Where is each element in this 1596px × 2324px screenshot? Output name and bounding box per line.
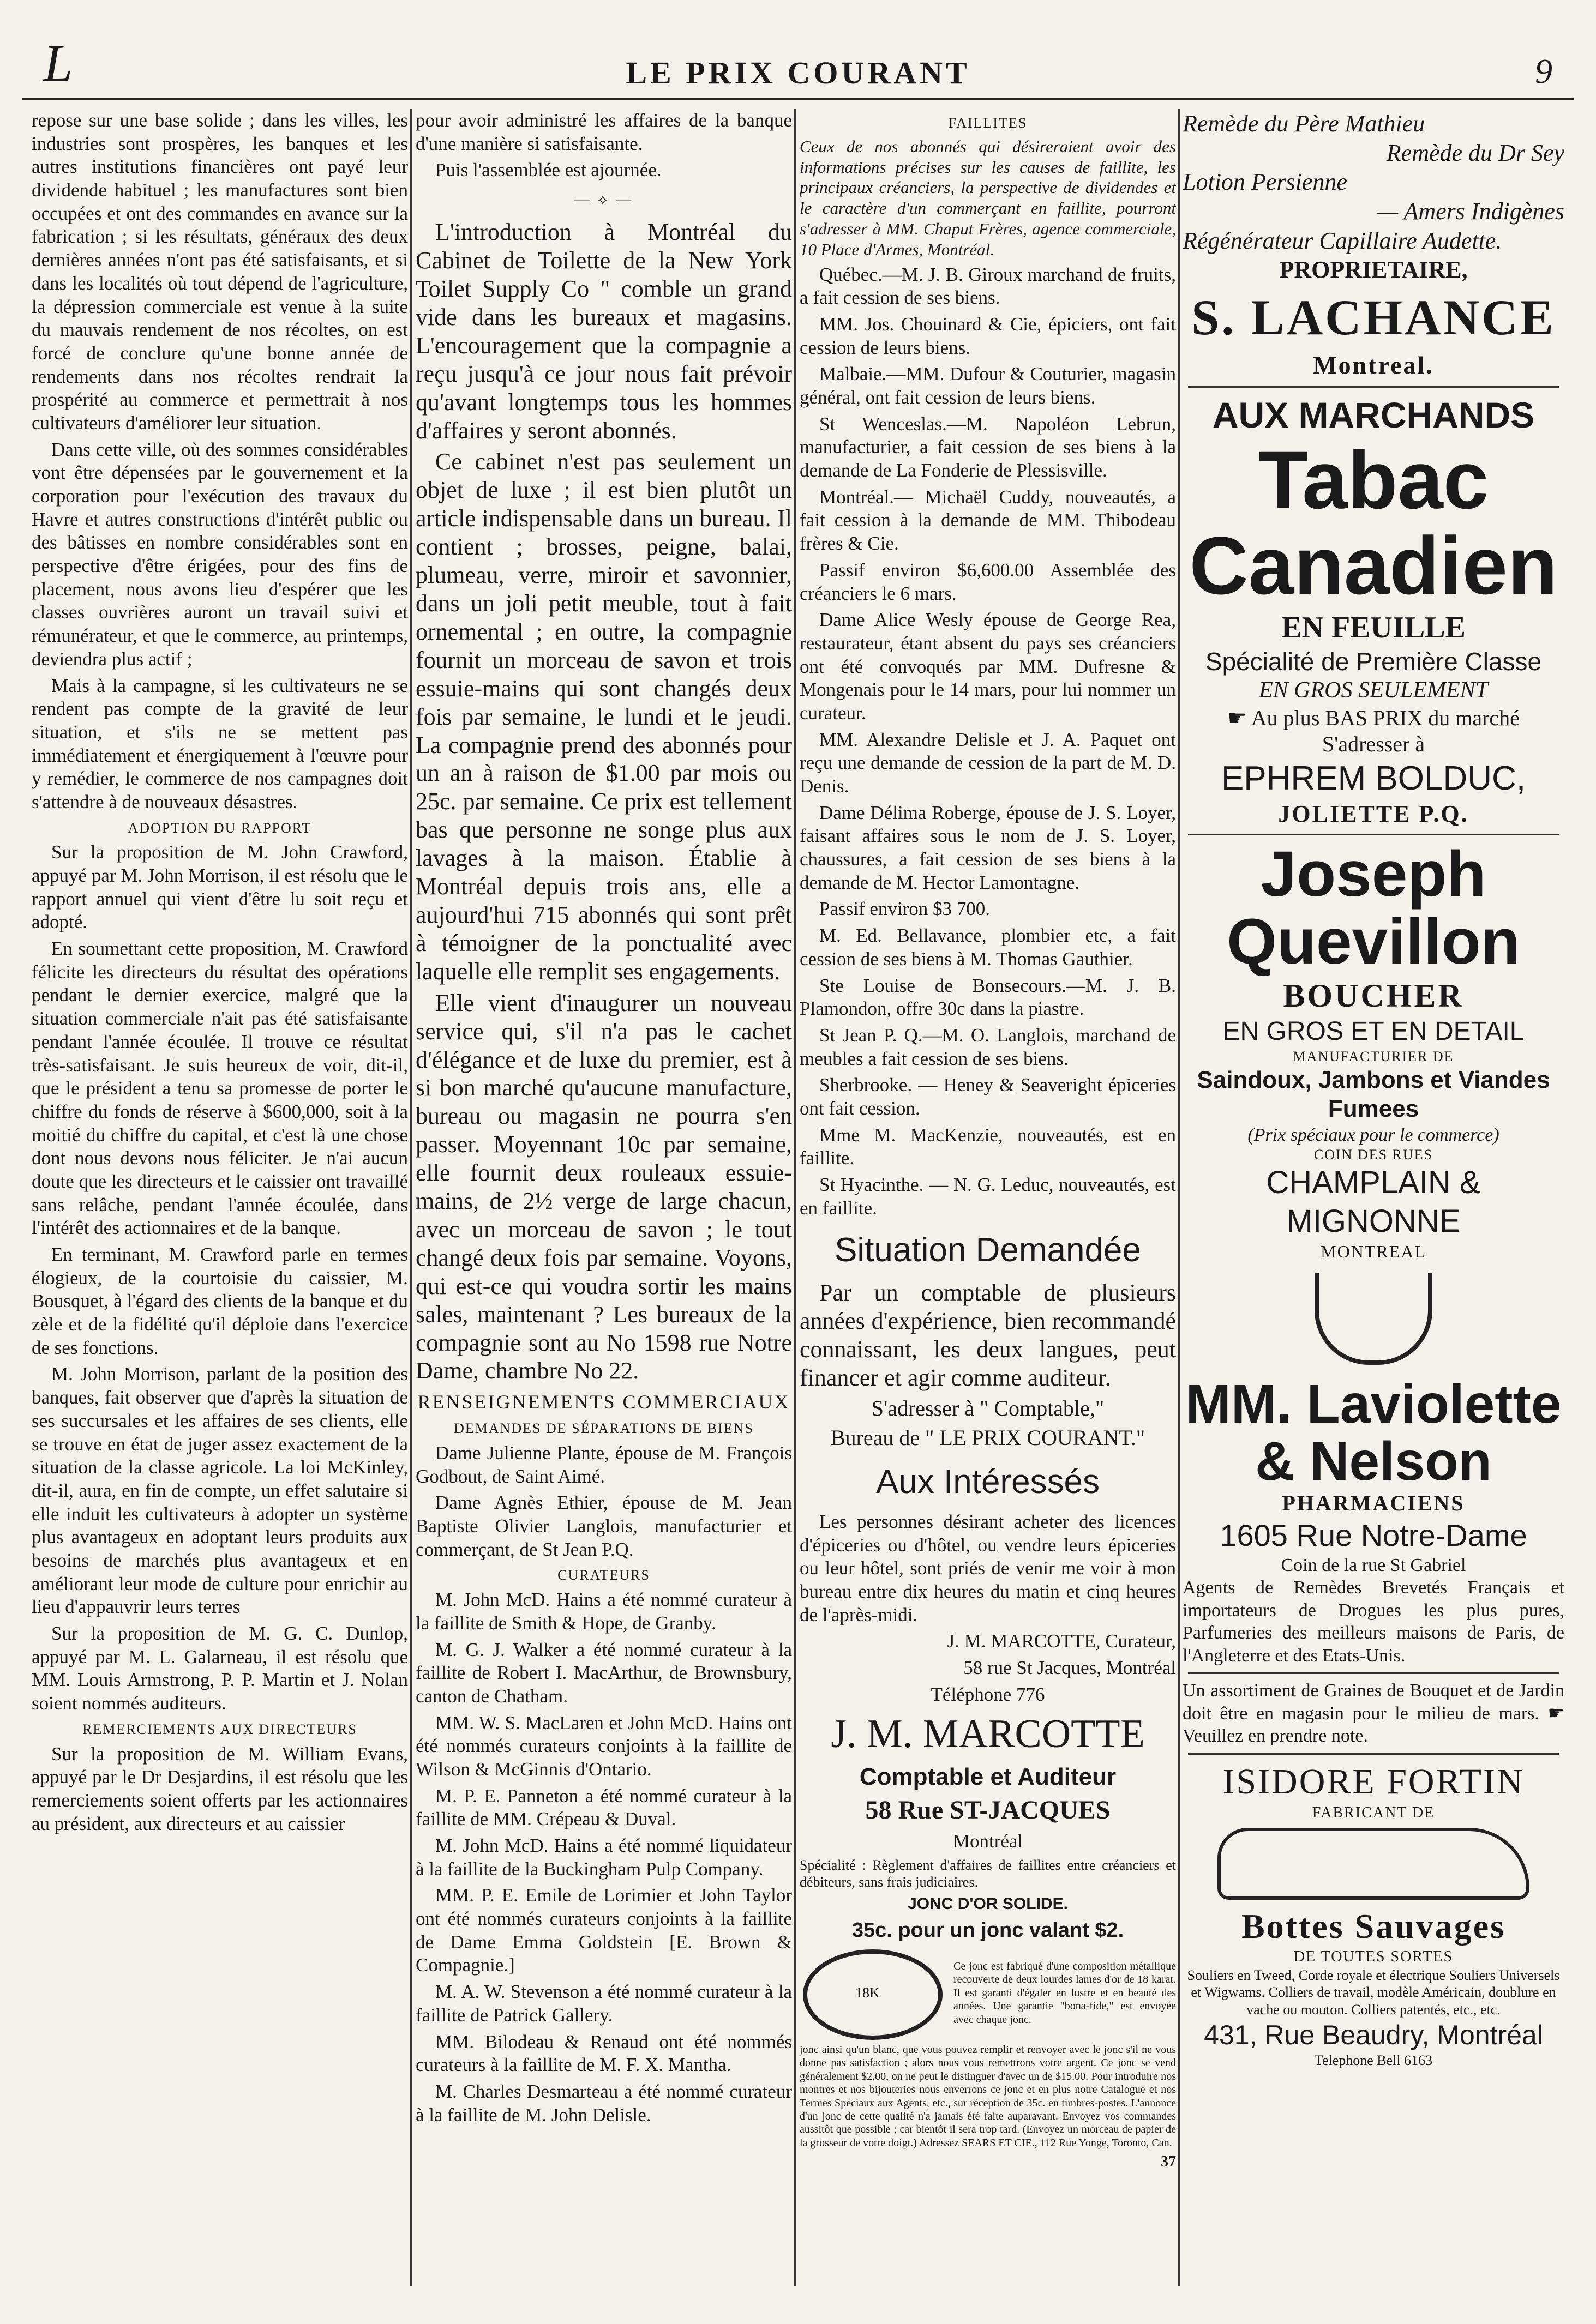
paragraph: M. John McD. Hains a été nommé curateur à la faillite de Smith & Hope, de Granby. [416,1589,792,1634]
tabac-canadien: Tabac Canadien [1189,434,1558,612]
aux-marchands: AUX MARCHANDS [1212,395,1535,436]
page-number: 9 [1535,52,1552,91]
specialite: Spécialité de Première Classe [1205,647,1542,676]
paragraph: M. P. E. Panneton a été nommé curateur à la faillite de MM. Crépeau & Duval. [416,1785,792,1830]
marcotte-specialty: Spécialité : Règlement d'affaires de faillites entre créanciers et débiteurs, sans frais judiciaires. [800,1857,1176,1890]
paragraph: St Hyacinthe. — N. G. Leduc, nouveautés, est en faillite. [800,1174,1176,1219]
column-rule [1178,109,1180,2286]
marcotte-name: J. M. MARCOTTE [831,1712,1145,1757]
column-3 [800,109,1176,2286]
telephone: Téléphone 776 [931,1683,1045,1705]
champlain-mignonne: CHAMPLAIN & MIGNONNE [1266,1165,1481,1239]
remedy-line: Régénérateur Capillaire Audette. [1183,227,1502,254]
situation-text: Par un comptable de plusieurs années d'expérience, bien recommandé connaissant, les deux langues, peut financer et agir comme auditeur. [800,1279,1176,1391]
section-heading: FAILLITES [948,115,1028,131]
article-paragraph: Ce cabinet n'est pas seulement un objet de luxe ; il est bien plutôt un article indispensable dans un bureau. Il contient ; brosses, peigne, balai, plumeau, verre, miroir et savonnier, dans un joli petit meuble, tout à fait ornemental ; en outre, la compagnie fournit un morceau de savon et trois essuie-mains qui sont changés deux fois par semaine, le lundi et le jeudi. La compagnie prend des abonnés pour un an à raison de $1.00 par mois ou 25c. par semaine. Ce prix est tellement bas que personne ne songe plus aux lavages à la maison. Établie à Montréal depuis trois ans, elle a aujourd'hui 715 abonnés qui sont prêt à témoigner de la ponctualité avec laquelle elle remplit ses engagements. [416,448,792,985]
prix-speciaux: (Prix spéciaux pour le commerce) [1247,1125,1499,1146]
paragraph: Montréal.— Michaël Cuddy, nouveautés, a fait cession à la demande de MM. Thibodeau frères & Cie. [800,486,1176,555]
situation-address: Bureau de " LE PRIX COURANT." [830,1425,1145,1450]
paragraph: Dame Agnès Ethier, épouse de M. Jean Baptiste Olivier Langlois, manufacturier et commerçant, de St Jean P.Q. [416,1492,792,1560]
paragraph: Sur la proposition de M. John Crawford, appuyé par M. John Morrison, il est résolu que le rapport annuel qui vient d'être lu soit reçu et adopté. [32,841,408,933]
separator: — ⟡ — [574,191,634,209]
paragraph: MM. P. E. Emile de Lorimier et John Taylor ont été nommés curateurs conjoints à la faillite de Dame Emma Goldstein [E. Brown & Compagnie.] [416,1885,792,1976]
jonc-text-2: jonc ainsi qu'un blanc, que vous pouvez remplir et renvoyer avec le jonc s'il ne vous donne pas satisfaction ; alors nous vous remettrons votre argent. Ce jonc se vend généralement $2.00, on ne peut le distinguer d'avec un de $15.00. Pour introduire nos montres et nos bijouteries nous enverrons ce jonc et en plus notre Catalogue et nos Termes Spéciaux aux Agents, etc., sur réception de 35c. en timbres-postes. L'annonce d'un jonc de cette qualité n'a jamais été faite auparavant. Envoyez vos commandes aussitôt que possible ; car bientôt il sera trop tard. (Envoyez un morceau de papier de la grosseur de votre doigt.) Adressez SEARS ET CIE., 112 Rue Yonge, Toronto, Can. [800,2043,1176,2149]
signature: 58 rue St Jacques, Montréal [963,1657,1176,1678]
pharmacy-corner: Coin de la rue St Gabriel [1281,1555,1466,1575]
paragraph: M. John Morrison, parlant de la position des banques, fait observer que d'après la situation de ses succursales et les affaires de ses clients, elle se trouve en état de juger assez exactement de la situation de la classe agricole. La loi McKinley, dit-il, aura, en fin de compte, un effet salutaire si elle induit les cultivateurs à adopter un système plus avantageux en adoptant leurs produits aux besoins de marchés plus avantageux et en améliorant leur mode de culture pour enrichir au lieu d'appauvrir leurs terres [32,1363,408,1618]
beaudry-address: 431, Rue Beaudry, Montréal [1204,2019,1543,2050]
paragraph: M. Charles Desmarteau a été nommé curateur à la faillite de M. John Delisle. [416,2080,792,2126]
bell-telephone: Telephone Bell 6163 [1314,2052,1433,2068]
column-1 [32,109,408,2286]
souliers: Souliers en Tweed, Corde royale et électrique Souliers Universels et Wigwams. Colliers de travail, modèle Américain, doublure en vache ou mouton. Colliers patentés, etc., etc. [1187,1967,1560,2018]
divider [1188,386,1559,388]
paragraph: St Jean P. Q.—M. O. Langlois, marchand de meubles a fait cession de ses biens. [800,1024,1176,1069]
paragraph: Passif environ $6,600.00 Assemblée des créanciers le 6 mars. [800,559,1176,604]
paragraph: Québec.—M. J. B. Giroux marchand de fruits, a fait cession de ses biens. [800,263,1176,309]
lachance-name: S. LACHANCE [1191,290,1556,346]
paragraph: MM. Bilodeau & Renaud ont été nommés curateurs à la faillite de M. F. X. Mantha. [416,2031,792,2076]
jonc-subtitle: 35c. pour un jonc valant $2. [851,1918,1124,1942]
paragraph: Dame Délima Roberge, épouse de J. S. Loyer, faisant affaires sous le nom de J. S. Loyer, chaussures, a fait cession de ses biens à la demande de M. Hector Lamontagne. [800,802,1176,893]
faillites-intro: Ceux de nos abonnés qui désireraient avoir des informations précises sur les causes de faillite, les principaux créanciers, la perspective de dividendes et le caractère d'un commerçant en faillite, pourront s'adresser à MM. Chaput Frères, agence commerciale, 10 Place d'Armes, Montréal. [800,136,1176,259]
laviolette-nelson: MM. Laviolette & Nelson [1185,1373,1562,1492]
paragraph: Sur la proposition de M. William Evans, appuyé par le Dr Desjardins, il est résolu que les remerciements soient offerts par les actionnaires au président, aux directeurs et au caissier [32,1743,408,1834]
coin-des-rues: COIN DES RUES [1313,1147,1433,1163]
paragraph: M. A. W. Stevenson a été nommé curateur à la faillite de Patrick Gallery. [416,1981,792,2026]
signature: J. M. MARCOTTE, Curateur, [947,1630,1176,1652]
paragraph: MM. Jos. Chouinard & Cie, épiciers, ont fait cession de leurs biens. [800,313,1176,358]
column-4-ads [1183,109,1564,2286]
interesses-title: Aux Intéressés [875,1463,1100,1501]
ring-mark: 18K [855,1984,880,2001]
paragraph: M. John McD. Hains a été nommé liquidateur à la faillite de la Buckingham Pulp Company. [416,1835,792,1880]
moccasin-icon [1217,1828,1529,1900]
pharmaciens: PHARMACIENS [1282,1490,1465,1515]
paragraph: Les personnes désirant acheter des licences d'épiceries ou d'hôtel, ou vendre leurs épiceries ou leur hôtel, sont priés de venir me voir à mon bureau entre dix heures du matin et cinq heures de l'après-midi. [800,1510,1176,1625]
column-rule [410,109,412,2286]
handwritten-mark: L [44,34,73,92]
fabricant-de: FABRICANT DE [1312,1804,1435,1822]
quevillon-city: MONTREAL [1321,1241,1426,1261]
article-paragraph: L'introduction à Montréal du Cabinet de Toilette de la New York Toilet Supply Co " comble un grand vide dans les bureaux et magasins. L'encouragement que la compagnie a reçu jusqu'à ce jour nous fait prévoir qu'avant longtemps tous les hommes d'affaires y seront abonnés. [416,219,792,444]
page-code: 37 [1161,2153,1176,2171]
paragraph: MM. Alexandre Delisle et J. A. Paquet ont reçu une demande de cession de la part de M. D. Denis. [800,728,1176,797]
bottes-sauvages: Bottes Sauvages [1241,1907,1506,1946]
paragraph: Dame Alice Wesly épouse de George Rea, restaurateur, étant absent du pays ses créanciers ont été convoqués par MM. Dufresne & Mongenais pour le 14 mars, pour lui nommer un curateur. [800,609,1176,724]
paragraph: MM. W. S. MacLaren et John McD. Hains ont été nommés curateurs conjoints à la faillite de Wilson & McGinnis d'Ontario. [416,1712,792,1780]
sadresser: S'adresser à [1322,732,1425,757]
paragraph: Malbaie.—MM. Dufour & Couturier, magasin général, ont fait cession de leurs biens. [800,363,1176,408]
jonc-title: JONC D'OR SOLIDE. [908,1894,1068,1913]
en-gros: EN GROS SEULEMENT [1259,678,1488,703]
divider [1188,1672,1559,1674]
situation-title: Situation Demandée [835,1231,1141,1269]
marcotte-address: 58 Rue ST-JACQUES [865,1796,1111,1825]
paragraph: M. Ed. Bellavance, plombier etc, a fait cession de ses biens à M. Thomas Gauthier. [800,925,1176,970]
paragraph: Mme M. MacKenzie, nouveautés, est en faillite. [800,1124,1176,1169]
paragraph: Ste Louise de Bonsecours.—M. J. B. Plamondon, offre 30c dans la piastre. [800,974,1176,1020]
paragraph: pour avoir administré les affaires de la banque d'une manière si satisfaisante. [416,110,792,154]
remedy-line: — Amers Indigènes [1377,198,1564,225]
paragraph: Puis l'assemblée est ajournée. [435,159,662,181]
column-2 [416,109,792,2286]
remedy-line: Lotion Persienne [1183,168,1347,196]
remedy-line: Remède du Père Mathieu [1183,110,1425,137]
paragraph: M. G. J. Walker a été nommé curateur à la faillite de Robert I. MacArthur, de Brownsbury, canton de Chatham. [416,1639,792,1707]
paragraph: En soumettant cette proposition, M. Crawford félicite les directeurs du résultat des opérations pendant le dernier exercice, malgré que la situation commerciale n'ait pas été satisfaisante pendant l'année écoulée. Il trouve ce résultat très-satisfaisant. Je suis heureux de voir, dit-il, que le président a tenu sa promesse de porter le chiffre du fonds de réserve à $600,000, soit à la moitié du chiffre du capital, et c'est là une chose dont nous devons nous féliciter. Je n'ai aucun doute que les directeurs et le caissier ont travaillé sans relâche, pendant l'année écoulée, dans l'intérêt des actionnaires et de la banque. [32,938,408,1239]
isidore-fortin: ISIDORE FORTIN [1222,1761,1525,1802]
manufacturier: MANUFACTURIER DE [1293,1048,1454,1064]
column-rule [794,109,796,2286]
section-heading: REMERCIEMENTS AUX DIRECTEURS [82,1721,357,1737]
remedy-line: Remède du Dr Sey [1386,139,1564,166]
ephrem-bolduc: EPHREM BOLDUC, [1221,760,1526,798]
marcotte-city: Montréal [952,1830,1023,1852]
bas-prix: ☛ Au plus BAS PRIX du marché [1227,705,1520,730]
boucher: BOUCHER [1283,978,1464,1014]
pharmacy-agents: Agents de Remèdes Brevetés Français et importateurs de Drogues les plus pures, Parfumeries des meilleurs maisons de Paris, de l'Angleterre et des Etats-Unis. [1183,1578,1564,1666]
section-title: RENSEIGNEMENTS COMMERCIAUX [417,1391,790,1413]
paragraph: repose sur une base solide ; dans les villes, les industries sont prospères, les banques et les autres institutions financières ont payé leur dividende habituel ; les manufactures sont bien occupées et ont des commandes en avance sur la fabrication ; si les résultats, généraux des deux dernières années n'ont pas été satisfaisants, et si dans les localités où tout dépend de l'agriculture, la dépression commerciale est venue à la suite du mauvais rendement de nos récoltes, on est forcé de conclure qu'une bonne année de rendements dans nos récoltes rendrait la prospérité au commerce et permettrait à nos cultivateurs d'améliorer leur situation. [32,110,408,434]
toutes-sortes: DE TOUTES SORTES [1293,1948,1454,1966]
ring-icon [803,1949,943,2040]
section-heading: ADOPTION DU RAPPORT [128,820,312,836]
joseph-quevillon: Joseph Quevillon [1227,838,1520,978]
paragraph: Passif environ $3 700. [819,898,991,920]
page-header [22,33,1574,100]
paragraph: St Wenceslas.—M. Napoléon Lebrun, manufacturier, a fait cession de ses biens à la demande de La Fonderie de Plessisville. [800,413,1176,481]
graines-note: Un assortiment de Graines de Bouquet et de Jardin doit être en magasin pour le milieu de mars. ☛ Veuillez en prendre note. [1183,1681,1564,1747]
divider [1188,1753,1559,1755]
paragraph: Sur la proposition de M. G. C. Dunlop, appuyé par M. L. Galarneau, il est résolu que MM. Louis Armstrong, P. P. Martin et J. Nolan soient nommés auditeurs. [32,1623,408,1714]
paragraph: Dame Julienne Plante, épouse de M. François Godbout, de Saint Aimé. [416,1442,792,1487]
marcotte-title: Comptable et Auditeur [859,1763,1117,1790]
article-paragraph: Elle vient d'inaugurer un nouveau service qui, s'il n'a pas le cachet d'élégance et de luxe du premier, est à si bon marché qu'aucune manufacture, bureau ou magasin ne pourra s'en passer. Moyennant 10c par semaine, elle fournit deux rouleaux essuie-mains, de 2½ verge de large chacun, avec un morceau de savon ; le tout changé deux fois par semaine. Voyons, qui est-ce qui voudra sortir les mains sales, maintenant ? Les bureaux de la compagnie sont au No 1598 rue Notre Dame, chambre No 22. [416,989,792,1384]
newspaper-title: LE PRIX COURANT [626,55,970,91]
mortar-pestle-icon [1315,1273,1432,1365]
saindoux: Saindoux, Jambons et Viandes Fumees [1197,1066,1550,1123]
jonc-text: Ce jonc est fabriqué d'une composition métallique recouverte de deux lourdes lames d'or de 18 karat. Il est garanti d'égaler en lustre et en beauté des années. Une garantie "bona-fide," est envoyée avec chaque jonc. [953,1960,1176,2026]
pharmacy-address: 1605 Rue Notre-Dame [1220,1518,1527,1552]
paragraph: En terminant, M. Crawford parle en termes élogieux, de la courtoisie du caissier, M. Bousquet, à l'égard des clients de la banque et du zèle et de la fidélité qu'il déploie dans l'exercice de ses fonctions. [32,1244,408,1358]
lachance-city: Montreal. [1313,351,1434,380]
paragraph: Mais à la campagne, si les cultivateurs ne se rendent pas compte de la gravité de leur situation, et s'ils ne se mettent pas immédiatement et énergiquement à l'œuvre pour y remédier, le commerce de nos campagnes doit s'attendre à de nouveaux désastres. [32,675,408,812]
proprietaire-label: PROPRIETAIRE, [1279,256,1468,284]
paragraph: Sherbrooke. — Heney & Seaveright épiceries ont fait cession. [800,1074,1176,1119]
paragraph: Dans cette ville, où des sommes considérables vont être dépensées par le gouvernement et la corporation pour l'exécution des travaux du Havre et autres constructions d'intérêt public ou des bâtisses en nombre considérables sont en perspective d'être érigées, pour des fins de placement, nous avons lieu d'espérer que les classes ouvrières auront un travail suivi et rémunérateur, et que le commerce, au printemps, deviendra plus actif ; [32,438,408,670]
joliette: JOLIETTE P.Q. [1278,800,1469,827]
divider [1188,834,1559,835]
gros-detail: EN GROS ET EN DETAIL [1222,1017,1525,1046]
situation-address: S'adresser à " Comptable," [871,1395,1105,1420]
section-heading: CURATEURS [557,1567,650,1584]
section-heading: DEMANDES DE SÉPARATIONS DE BIENS [454,1420,754,1437]
en-feuille: EN FEUILLE [1281,610,1466,645]
